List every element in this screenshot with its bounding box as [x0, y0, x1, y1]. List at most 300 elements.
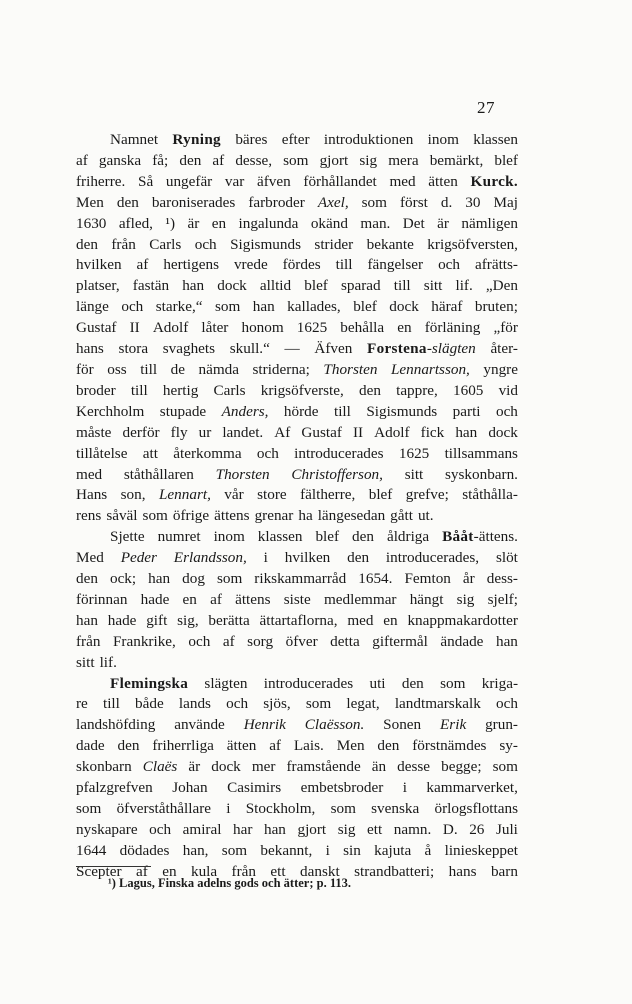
word: numret — [157, 528, 201, 546]
word: den — [179, 151, 202, 169]
word: slägten — [204, 674, 248, 692]
word: gått — [390, 507, 413, 525]
word: nyskapare — [76, 820, 138, 838]
word: uti — [369, 674, 386, 692]
word: hans — [448, 862, 477, 880]
word: skonbarn — [76, 758, 132, 776]
text-line — [76, 360, 518, 381]
text-line — [76, 151, 518, 172]
text-line — [76, 193, 518, 214]
word: först — [399, 193, 428, 211]
word: den — [76, 235, 98, 253]
page-number: 27 — [477, 98, 495, 117]
word: sparad — [341, 277, 381, 295]
word: friherrliga — [152, 737, 214, 755]
word: farbroder — [248, 193, 305, 211]
word: giftermål — [372, 632, 428, 650]
word: ingalunda — [238, 214, 299, 232]
word: öfrige — [172, 507, 210, 525]
word: var — [224, 172, 245, 190]
word: Johan — [172, 779, 208, 797]
text-line — [76, 465, 518, 486]
word: dade — [76, 737, 105, 755]
word: — — [284, 340, 300, 358]
text-line — [76, 172, 518, 193]
word: bemärkt, — [429, 151, 484, 169]
word: som — [283, 151, 309, 169]
word: Anders, — [221, 402, 269, 420]
word: blef — [494, 151, 518, 169]
word: sig, — [177, 611, 199, 629]
word: danskt — [300, 862, 340, 880]
word: Det — [402, 214, 425, 232]
word: Sigismunds — [230, 235, 301, 253]
word: store — [257, 486, 287, 504]
word: är — [437, 214, 449, 232]
text-line — [76, 130, 518, 151]
word: hertig — [162, 381, 199, 399]
word: sy- — [499, 737, 518, 755]
word: sjelf; — [487, 590, 518, 608]
word: fördes — [282, 256, 321, 274]
text-line — [76, 318, 518, 339]
word: Thorsten — [215, 465, 270, 483]
word: strandbatteri; — [354, 862, 435, 880]
word: den — [347, 549, 370, 567]
word: embetsbroder — [300, 779, 384, 797]
word: Kurck. — [470, 172, 518, 190]
word: en — [162, 862, 177, 880]
word: af — [76, 151, 88, 169]
word: bruten; — [474, 298, 518, 316]
word: af — [135, 862, 148, 880]
word: Juli — [495, 820, 518, 838]
word: dock — [488, 423, 518, 441]
text-line — [76, 799, 518, 820]
word: och — [438, 256, 461, 274]
word: som — [142, 507, 168, 525]
word: han — [455, 423, 478, 441]
word: blef — [315, 528, 340, 546]
word: framstående — [286, 758, 361, 776]
word: häraf — [431, 298, 463, 316]
word: gjort — [297, 820, 327, 838]
word: „Den — [485, 277, 518, 295]
word: Men — [336, 737, 365, 755]
text-line — [76, 778, 518, 799]
word: D. — [442, 820, 458, 838]
word: till — [102, 695, 120, 713]
word: starke,“ — [155, 298, 203, 316]
word: Forstena-slägten — [367, 340, 476, 358]
word: både — [135, 695, 164, 713]
text-line — [76, 381, 518, 402]
text-line — [76, 632, 518, 653]
word: ståthållaren — [123, 465, 194, 483]
word: platser, — [76, 277, 120, 295]
word: klassen — [473, 131, 518, 148]
word: den — [76, 570, 98, 588]
word: okänd — [310, 214, 348, 232]
word: landtmarskalk — [394, 695, 481, 713]
word: sorg — [247, 632, 274, 650]
word: ättens — [235, 590, 271, 608]
word: Men — [76, 193, 104, 211]
word: ättartaflorna, — [259, 611, 338, 629]
word: bekannt, — [260, 841, 313, 859]
word: dess- — [486, 570, 518, 588]
word: pfalzgrefven — [76, 779, 153, 797]
word: parti — [452, 402, 481, 420]
word: få; — [152, 151, 169, 169]
text-line — [76, 736, 518, 757]
word: vår — [224, 486, 244, 504]
word: grun- — [485, 716, 518, 734]
text-line — [76, 444, 518, 465]
word: broder — [76, 381, 116, 399]
word: med — [347, 611, 374, 629]
word: hörde — [283, 402, 319, 420]
word: Kerchholm — [76, 402, 145, 420]
text-line — [76, 611, 518, 632]
word: kula — [190, 862, 218, 880]
word: linieskeppet — [444, 841, 518, 859]
word: från — [231, 862, 256, 880]
text-line — [76, 674, 518, 695]
word: baroniserades — [151, 193, 236, 211]
word: legat, — [346, 695, 380, 713]
word: i — [226, 800, 231, 817]
word: den — [401, 674, 424, 692]
word: blef — [368, 486, 393, 504]
word: sitt — [76, 653, 95, 671]
text-line — [76, 527, 518, 548]
word: som — [492, 758, 518, 776]
word: Med — [76, 549, 104, 567]
footnote: ¹) Lagus, Finska adelns gods och ätter; p. 113. — [108, 876, 352, 890]
word: fastän — [132, 277, 170, 295]
word: dock — [217, 277, 247, 295]
word: friherre. — [76, 172, 126, 190]
word: Lennart, — [158, 486, 211, 504]
word: Claës — [142, 758, 178, 776]
word: namn. — [393, 820, 432, 838]
text-line — [76, 276, 518, 297]
word: och — [194, 235, 217, 253]
word: Äfven — [314, 340, 353, 358]
word: Gustaf — [301, 423, 342, 441]
word: fängelser — [367, 256, 424, 274]
word: tillsammans — [444, 444, 518, 462]
word: lif. — [455, 277, 473, 295]
word: svaghets — [162, 340, 216, 358]
word: Af — [274, 423, 291, 441]
word: 1625 — [398, 444, 430, 462]
word: 1625 — [296, 319, 328, 337]
word: en — [182, 590, 197, 608]
word: Erik — [440, 716, 467, 734]
word: vid — [498, 381, 518, 399]
text-line — [76, 590, 518, 611]
word: mer — [251, 758, 276, 776]
word: till — [130, 381, 148, 399]
word: hvilken — [284, 549, 331, 567]
word: och — [188, 632, 211, 650]
word: Femton — [404, 570, 451, 588]
word: kriga- — [481, 674, 518, 692]
word: som — [440, 674, 466, 692]
word: kajuta — [374, 841, 412, 859]
text-line — [76, 214, 518, 235]
word: ¹) — [165, 214, 176, 232]
text-line — [76, 694, 518, 715]
word: för — [76, 360, 94, 378]
word: dödades — [119, 841, 170, 859]
text-line — [76, 757, 518, 778]
word: att — [142, 444, 158, 462]
word: stora — [118, 340, 149, 358]
word: alltid — [259, 277, 292, 295]
word: förstnämdes — [412, 737, 487, 755]
word: Axel, — [317, 193, 349, 211]
word: Claësson. — [304, 716, 365, 734]
word: åldriga — [386, 528, 430, 546]
word: hvilken — [76, 256, 122, 274]
word: II — [352, 423, 364, 441]
word: af — [136, 256, 149, 274]
word: d. — [440, 193, 453, 211]
word: med — [389, 172, 416, 190]
word: stupade — [159, 402, 207, 420]
word: af — [222, 632, 235, 650]
word: som — [361, 193, 387, 211]
word: med — [76, 465, 103, 483]
word: och — [256, 444, 279, 462]
word: örlogsflottans — [434, 800, 518, 817]
word: i — [263, 549, 268, 567]
word: hängt — [409, 590, 444, 608]
word: ett — [367, 820, 383, 838]
word: Sjette — [110, 528, 145, 546]
word: Erlandsson, — [173, 549, 247, 567]
word: har — [233, 820, 253, 838]
word: sig — [337, 820, 356, 838]
word: Ryning — [172, 131, 221, 148]
word: han — [76, 611, 98, 629]
word: är — [188, 758, 201, 776]
word: af — [210, 590, 222, 608]
body-text — [76, 130, 518, 883]
word: kammarverket, — [426, 779, 518, 797]
word: som — [76, 800, 102, 817]
word: bäres — [235, 131, 268, 148]
word: och — [149, 820, 172, 838]
word: Christofferson, — [291, 465, 383, 483]
word: han — [263, 820, 286, 838]
word: Peder — [120, 549, 157, 567]
word: desse — [397, 758, 431, 776]
word: 1605 — [453, 381, 484, 399]
word: Stockholm, — [245, 800, 316, 817]
word: gift — [146, 611, 168, 629]
word: åter- — [490, 340, 518, 358]
word: landet. — [222, 423, 264, 441]
word: hertigens — [163, 256, 219, 274]
word: öfverståthållare — [116, 800, 212, 817]
word: och — [121, 298, 144, 316]
word: berätta — [208, 611, 250, 629]
text-line — [76, 235, 518, 256]
word: Carls — [213, 381, 246, 399]
word: bekante — [366, 235, 414, 253]
word: Frankrike, — [112, 632, 176, 650]
word: afled, — [118, 214, 153, 232]
word: han — [495, 632, 518, 650]
text-line — [76, 569, 518, 590]
word: rikskammarråd — [254, 570, 347, 588]
word: Henrik — [243, 716, 286, 734]
word: ha — [298, 507, 313, 525]
word: å — [424, 841, 432, 859]
word: desse, — [235, 151, 273, 169]
word: till — [140, 360, 158, 378]
word: en — [211, 214, 227, 232]
text-line — [76, 841, 518, 862]
word: knappmakardotter — [407, 611, 518, 629]
word: ungefär — [165, 172, 213, 190]
word: kallades, — [287, 298, 341, 316]
word: 1644 — [76, 841, 107, 859]
word: krigsöfversten, — [427, 235, 518, 253]
word: han — [252, 298, 275, 316]
word: Casimirs — [227, 779, 282, 797]
text-line — [76, 506, 518, 527]
word: yngre — [483, 360, 518, 378]
word: han, — [182, 841, 209, 859]
text-line — [76, 339, 518, 360]
word: förläning — [424, 319, 481, 337]
word: längesedan — [317, 507, 386, 525]
word: rens — [76, 507, 102, 525]
word: tappre, — [396, 381, 438, 399]
word: af — [269, 737, 281, 755]
word: Scepter — [76, 862, 122, 880]
word: är — [187, 214, 200, 232]
text-line — [76, 402, 518, 423]
word: blef — [353, 298, 377, 316]
word: den — [352, 528, 374, 546]
word: måste — [76, 423, 112, 441]
word: 1654. — [358, 570, 393, 588]
word: Namnet — [110, 131, 159, 148]
word: till — [333, 402, 351, 420]
word: som — [216, 570, 243, 588]
word: skull.“ — [229, 340, 270, 358]
word: svenska — [371, 800, 420, 817]
word: Så — [138, 172, 154, 190]
word: Flemingska — [110, 674, 189, 692]
word: förhållandet — [303, 172, 377, 190]
word: hade — [107, 611, 137, 629]
word: efter — [281, 131, 310, 148]
word: 26 — [469, 820, 485, 838]
word: ut. — [417, 507, 434, 525]
word: behålla — [340, 319, 385, 337]
word: af — [212, 151, 225, 169]
word: ganska — [98, 151, 142, 169]
word: som — [330, 800, 356, 817]
word: som — [305, 695, 332, 713]
word: såväl — [106, 507, 138, 525]
word: ett — [270, 862, 286, 880]
word: ätten — [226, 737, 257, 755]
word: Adolf — [152, 319, 189, 337]
word: 30 — [465, 193, 481, 211]
text-line — [76, 820, 518, 841]
text-line — [76, 715, 518, 736]
word: från — [111, 235, 136, 253]
word: gjort — [319, 151, 349, 169]
word: inom — [427, 131, 459, 148]
word: han — [148, 570, 171, 588]
word: som — [215, 298, 241, 316]
word: till — [335, 256, 353, 274]
word: fick — [420, 423, 445, 441]
word: Hans — [76, 486, 108, 504]
word: mera — [388, 151, 419, 169]
text-line — [76, 297, 518, 318]
word: detta — [330, 632, 360, 650]
text-line — [76, 423, 518, 444]
word: begge; — [441, 758, 482, 776]
word: amiral — [182, 820, 222, 838]
word: och — [495, 402, 518, 420]
word: sitt — [404, 465, 424, 483]
text-line — [76, 548, 518, 569]
word: hade — [140, 590, 170, 608]
word: den — [117, 737, 140, 755]
word: Carls — [149, 235, 182, 253]
word: honom — [241, 319, 284, 337]
word: son, — [120, 486, 146, 504]
word: dock — [211, 758, 241, 776]
word: inom — [213, 528, 245, 546]
word: lif. — [99, 653, 117, 671]
word: sig — [456, 590, 475, 608]
word: dog — [182, 570, 205, 588]
word: i — [325, 841, 330, 859]
word: oss — [107, 360, 127, 378]
word: introducerades — [263, 674, 354, 692]
text-line — [76, 255, 518, 276]
word: förinnan — [76, 590, 128, 608]
word: 1630 — [76, 214, 107, 232]
word: de — [170, 360, 185, 378]
word: från — [76, 632, 101, 650]
word: „för — [493, 319, 518, 337]
word: till — [393, 277, 411, 295]
word: äfven — [257, 172, 291, 190]
word: siste — [283, 590, 311, 608]
word: hans — [76, 340, 104, 358]
word: ståthålla- — [462, 486, 518, 504]
word: introduktionen — [323, 131, 414, 148]
word: och — [496, 695, 518, 713]
word: man. — [360, 214, 391, 232]
word: fly — [170, 423, 188, 441]
word: II — [129, 319, 140, 337]
word: han — [182, 277, 205, 295]
